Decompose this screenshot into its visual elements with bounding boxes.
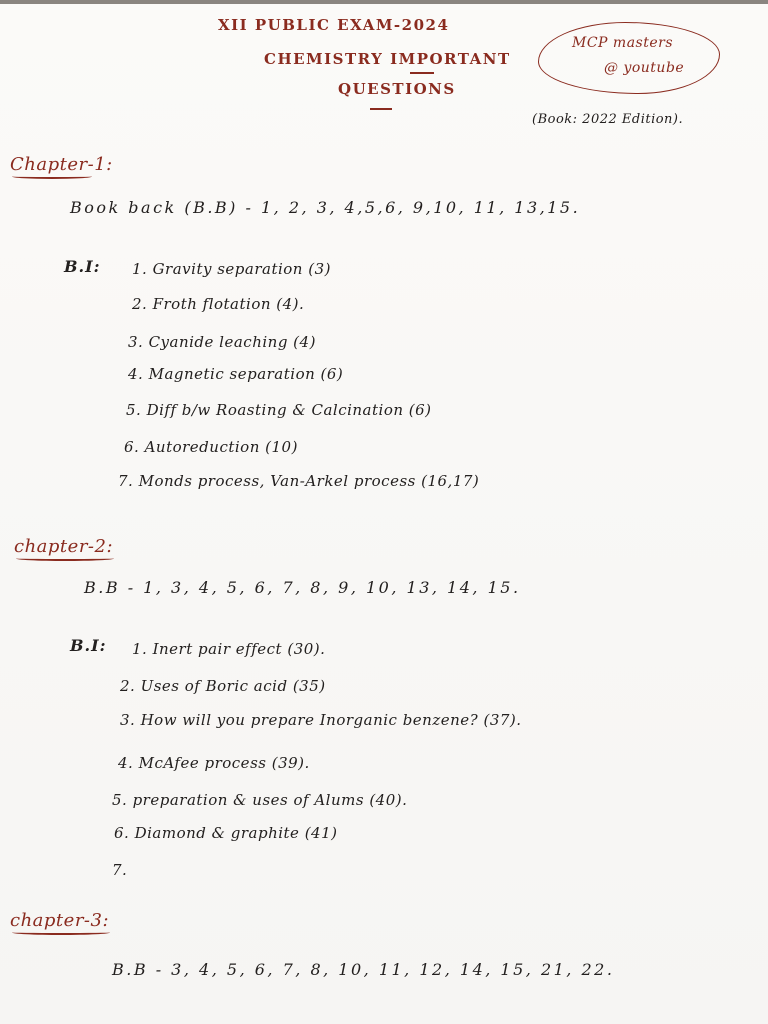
chapter-3-title: chapter-3: [10,910,110,931]
subject-title: CHEMISTRY IMPORTANT [264,50,511,68]
chapter-1-item: 4. Magnetic separation (6) [128,365,344,383]
chapter-1-book-back: Book back (B.B) - 1, 2, 3, 4,5,6, 9,10, 11, 13,15. [70,198,581,217]
chapter-2-item: 5. preparation & uses of Alums (40). [112,791,408,809]
exam-title: XII PUBLIC EXAM-2024 [218,16,450,34]
badge-channel-name: MCP masters [572,35,674,51]
chapter-1-item: 7. Monds process, Van-Arkel process (16,17) [118,472,480,490]
book-edition-note: (Book: 2022 Edition). [532,112,684,127]
chapter-1-underline [12,174,92,179]
chapter-1-title: Chapter-1: [10,154,113,175]
chapter-2-item: 3. How will you prepare Inorganic benzene? (37). [120,711,522,729]
chapter-2-item: 6. Diamond & graphite (41) [114,824,338,842]
chapter-2-item: 1. Inert pair effect (30). [132,640,326,658]
chapter-1-item: 5. Diff b/w Roasting & Calcination (6) [126,401,432,419]
chapter-1-item: 2. Froth flotation (4). [132,295,305,313]
chapter-1-item: 3. Cyanide leaching (4) [128,333,316,351]
channel-badge [538,22,720,94]
chapter-2-title: chapter-2: [14,536,114,557]
chapter-3-book-back: B.B - 3, 4, 5, 6, 7, 8, 10, 11, 12, 14, 15, 21, 22. [112,960,615,979]
chapter-1-bi-label: B.I: [64,257,101,276]
chapter-2-item: 7. [112,861,128,879]
chapter-3-underline [12,930,110,935]
chapter-1-item: 6. Autoreduction (10) [124,438,298,456]
chapter-1-item: 1. Gravity separation (3) [132,260,331,278]
questions-title-underline [370,108,392,110]
badge-platform: @ youtube [604,60,685,76]
subject-title-underline [410,72,434,74]
page-top-edge [0,0,768,4]
chapter-2-bi-label: B.I: [70,636,107,655]
chapter-2-item: 4. McAfee process (39). [118,754,310,772]
chapter-2-underline [16,556,114,561]
chapter-2-item: 2. Uses of Boric acid (35) [120,677,326,695]
questions-title: QUESTIONS [338,80,456,98]
chapter-2-book-back: B.B - 1, 3, 4, 5, 6, 7, 8, 9, 10, 13, 14, 15. [84,578,521,597]
